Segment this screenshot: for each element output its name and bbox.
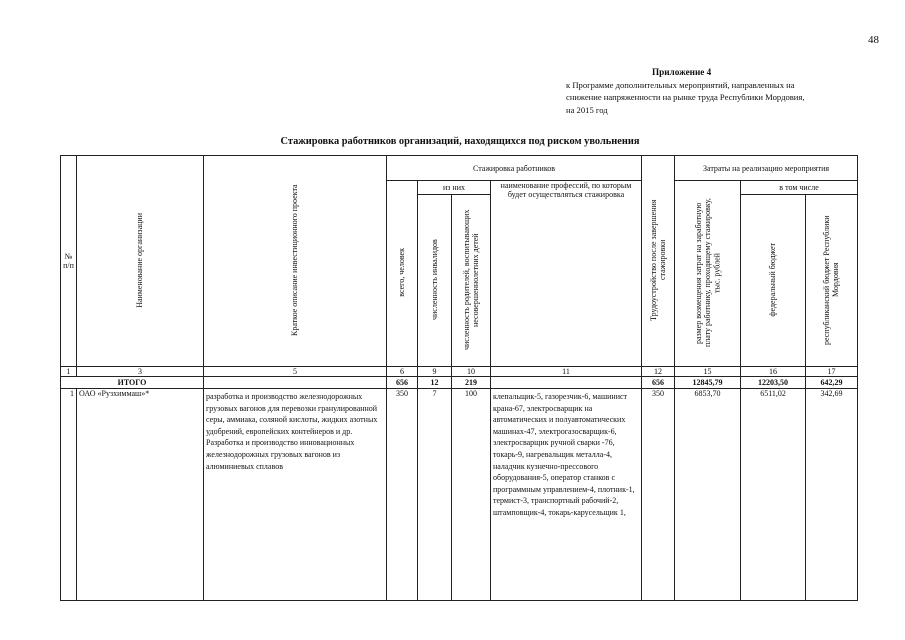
header-reimbursement: размер возмещения затрат на заработную плату работнику, проходящему стажировку, тыс. рублей: [675, 181, 741, 367]
header-costs-group: Затраты на реализацию мероприятия: [675, 156, 858, 181]
header-including: в том числе: [741, 181, 858, 195]
col-num: 9: [418, 367, 452, 377]
appendix-line: снижение напряженности на рынке труда Республики Мордовия,: [566, 92, 805, 102]
header-row-1: [61, 156, 858, 181]
document-title: Стажировка работников организаций, находящихся под риском увольнения: [280, 136, 640, 147]
total-employment: 656: [642, 377, 675, 389]
internship-table: [60, 155, 858, 601]
total-label: ИТОГО: [61, 377, 204, 389]
row-professions: клепальщик-5, газорезчик-6, машинист крана-67, электросварщик на автоматических и полуавтоматических машинах-47, электрогазосварщик-6, электросварщик ручной сварки -76, токарь-9, нагревальщик металла-4, наладчик кузнечно-прессового оборудования-5, оператор станков с программным управлением-4, плотник-1, термист-3, транспортный рабочий-2, штамповщик-4, токарь-карусельщик 1,: [491, 389, 642, 601]
header-employment: Трудоустройство после завершения стажировки: [642, 156, 675, 367]
row-description: разработка и производство железнодорожных грузовых вагонов для перевозки гранулированной серы, аммиака, соляной кислоты, жидких азотных удобрений, европейских контейнеров и др. Разработка и производство инновационных железнодорожных грузовых вагонов из алюминиевых сплавов: [204, 389, 387, 601]
total-parents: 219: [452, 377, 491, 389]
total-empty: [491, 377, 642, 389]
row-republic: 342,69: [806, 389, 858, 601]
col-num: 3: [77, 367, 204, 377]
header-project-desc: Краткое описание инвестиционного проекта: [204, 156, 387, 367]
header-num: № п/п: [61, 156, 77, 367]
col-num: 15: [675, 367, 741, 377]
appendix-line: на 2015 год: [566, 104, 608, 115]
header-parents: численность родителей, воспитывающих несовершеннолетних детей: [452, 195, 491, 367]
appendix-block: [566, 66, 866, 116]
col-num: 12: [642, 367, 675, 377]
row-disabled: 7: [418, 389, 452, 601]
header-internship-group: Стажировка работников: [387, 156, 642, 181]
appendix-line: к Программе дополнительных мероприятий, направленных на: [566, 79, 795, 90]
table-row: [61, 389, 858, 601]
col-num: 1: [61, 367, 77, 377]
row-reimbursement: 6853,70: [675, 389, 741, 601]
total-empty: [204, 377, 387, 389]
row-employment: 350: [642, 389, 675, 601]
col-num: 5: [204, 367, 387, 377]
row-total: 350: [387, 389, 418, 601]
header-org-name: Наименование организации: [77, 156, 204, 367]
total-row: [61, 377, 858, 389]
total-reimbursement: 12845,79: [675, 377, 741, 389]
row-org: ОАО «Рузхиммаш»*: [77, 389, 204, 601]
col-num: 16: [741, 367, 806, 377]
col-num: 11: [491, 367, 642, 377]
header-republic: республиканский бюджет Республики Мордовия: [806, 195, 858, 367]
header-federal: федеральный бюджет: [741, 195, 806, 367]
header-total: всего, человек: [387, 181, 418, 367]
header-of-them: из них: [418, 181, 491, 195]
col-num: 10: [452, 367, 491, 377]
page-number: 48: [868, 34, 879, 46]
total-disabled: 12: [418, 377, 452, 389]
total-republic: 642,29: [806, 377, 858, 389]
col-num: 17: [806, 367, 858, 377]
header-disabled: численность инвалидов: [418, 195, 452, 367]
appendix-title: Приложение 4: [652, 67, 712, 77]
col-num: 6: [387, 367, 418, 377]
row-federal: 6511,02: [741, 389, 806, 601]
total-federal: 12203,50: [741, 377, 806, 389]
column-number-row: [61, 367, 858, 377]
row-parents: 100: [452, 389, 491, 601]
total-count: 656: [387, 377, 418, 389]
header-professions: наименование профессий, по которым будет осуществляться стажировка: [491, 181, 642, 367]
row-num: 1: [61, 389, 77, 601]
